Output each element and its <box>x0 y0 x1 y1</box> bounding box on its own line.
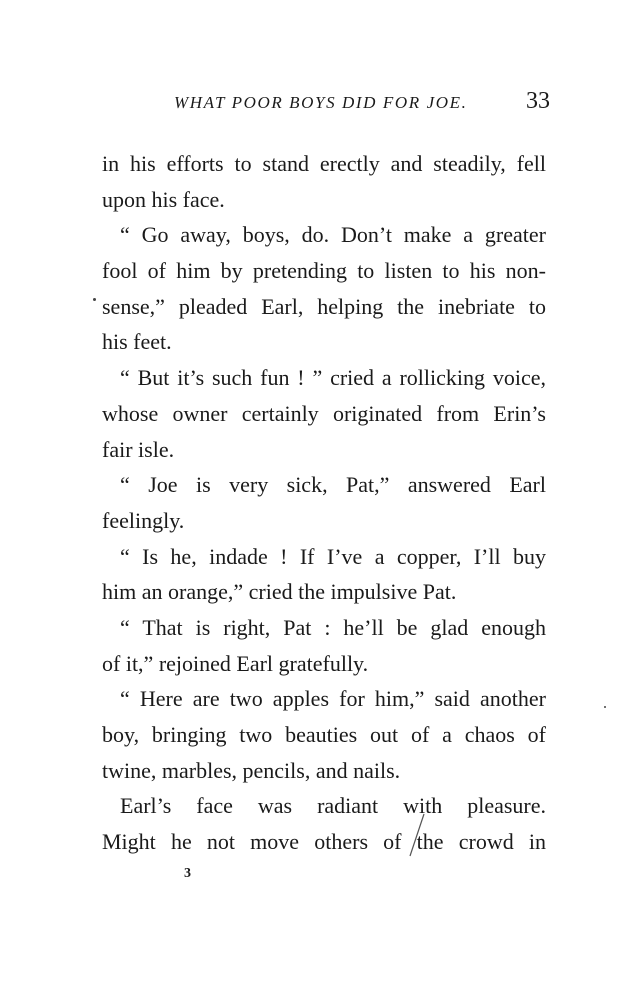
text-line: feelingly. <box>102 507 185 533</box>
text-line: Earl’s face was radiant with pleasure. <box>120 793 546 819</box>
text-line: “ Joe is very sick, Pat,” answered Earl <box>120 472 546 498</box>
running-title: WHAT POOR BOYS DID FOR JOE. <box>174 93 468 112</box>
text-line: upon his face. <box>102 186 225 212</box>
text-line: fair isle. <box>102 436 175 462</box>
text-line: “ But it’s such fun ! ” cried a rollicking voice, <box>120 365 546 391</box>
text-line: him an orange,” cried the impulsive Pat. <box>102 579 457 605</box>
text-line: twine, marbles, pencils, and nails. <box>102 757 401 783</box>
text-line: “ Here are two apples for him,” said another <box>120 686 546 712</box>
text-line: his feet. <box>102 329 172 355</box>
text-line: whose owner certainly originated from Erin’s <box>102 400 546 426</box>
page-number: 33 <box>526 88 550 114</box>
text-line: Might he not move others of the crowd in <box>102 829 546 855</box>
body-text <box>102 146 546 860</box>
text-line: “ Go away, boys, do. Don’t make a greater <box>120 222 546 248</box>
text-line: of it,” rejoined Earl gratefully. <box>102 650 369 676</box>
text-line: “ Is he, indade ! If I’ve a copper, I’ll buy <box>120 543 546 569</box>
pencil-scribble-mark <box>396 812 436 862</box>
text-line: boy, bringing two beauties out of a chaos of <box>102 722 546 747</box>
margin-speck <box>604 706 606 708</box>
margin-speck <box>93 298 96 301</box>
text-line: fool of him by pretending to listen to his non- <box>102 258 546 284</box>
signature-mark: 3 <box>184 866 191 881</box>
page-header <box>160 88 550 122</box>
text-line: in his efforts to stand erectly and steadily, fell <box>102 151 546 176</box>
text-line: “ That is right, Pat : he’ll be glad enough <box>120 614 546 640</box>
text-line: sense,” pleaded Earl, helping the inebriate to <box>102 293 546 319</box>
